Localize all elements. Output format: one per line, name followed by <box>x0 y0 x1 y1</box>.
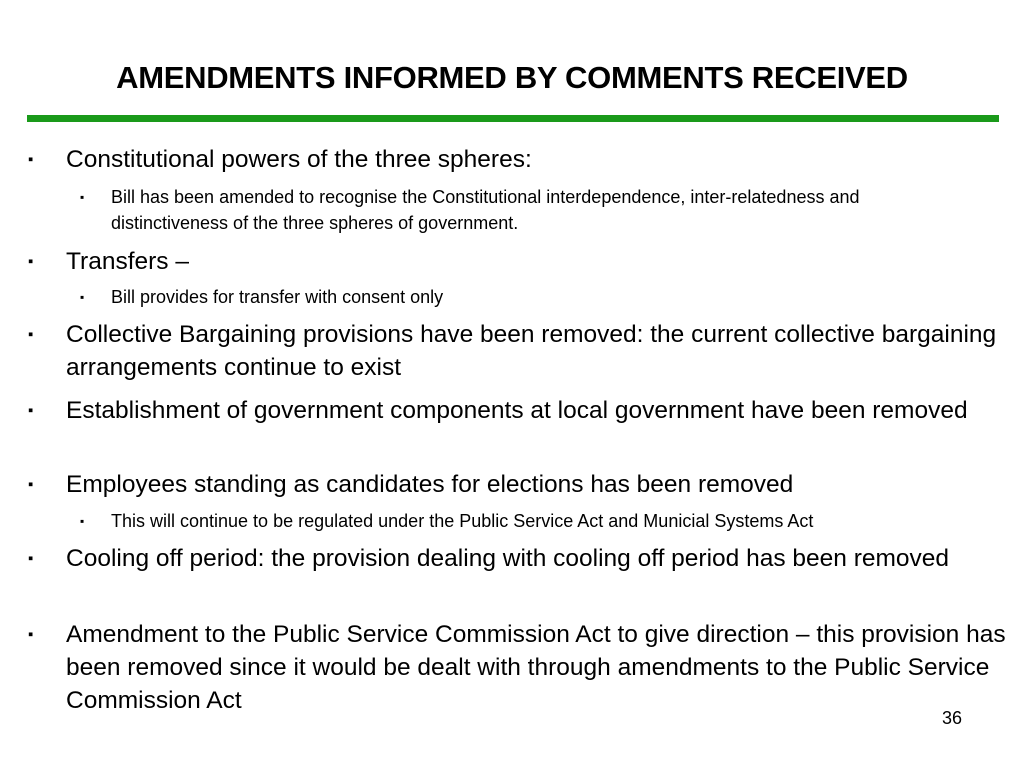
list-item-text: Collective Bargaining provisions have been removed: the current collective bargaining arrangements continue to exist <box>66 321 997 381</box>
square-bullet-icon: ▪ <box>80 290 85 304</box>
list-item <box>28 245 1016 278</box>
list-item-text: This will continue to be regulated under the Public Service Act and Municial Systems Act <box>111 511 814 531</box>
list-item-text: Transfers – <box>66 248 189 275</box>
list-item <box>28 143 1016 176</box>
list-item <box>28 394 1016 427</box>
square-bullet-icon: ▪ <box>28 151 34 168</box>
list-item <box>80 508 1011 534</box>
list-item-text: Amendment to the Public Service Commission Act to give direction – this provision has been removed since it would be dealt with through amendments to the Public Service Commission Act <box>66 621 1006 714</box>
list-item <box>80 284 1011 310</box>
square-bullet-icon: ▪ <box>80 190 85 204</box>
slide-title: AMENDMENTS INFORMED BY COMMENTS RECEIVED <box>116 60 908 95</box>
square-bullet-icon: ▪ <box>28 253 34 270</box>
list-item-text: Cooling off period: the provision dealing with cooling off period has been removed <box>66 545 950 572</box>
list-item-text: Establishment of government components at local government have been removed <box>66 397 968 424</box>
square-bullet-icon: ▪ <box>28 402 34 419</box>
list-item-text: Bill has been amended to recognise the Constitutional interdependence, inter-relatedness and distinctiveness of the three spheres of government. <box>111 187 860 233</box>
list-item <box>28 618 1016 717</box>
square-bullet-icon: ▪ <box>28 476 34 493</box>
list-item <box>28 542 1016 575</box>
list-item <box>28 318 1016 384</box>
page-number: 36 <box>942 708 963 728</box>
list-item-text: Constitutional powers of the three spheres: <box>66 146 532 173</box>
square-bullet-icon: ▪ <box>80 514 85 528</box>
list-item-text: Employees standing as candidates for elections has been removed <box>66 471 794 498</box>
list-item-text: Bill provides for transfer with consent only <box>111 287 444 307</box>
title-underline <box>27 115 999 122</box>
square-bullet-icon: ▪ <box>28 326 34 343</box>
list-item <box>28 468 1016 501</box>
list-item <box>80 184 911 236</box>
square-bullet-icon: ▪ <box>28 550 34 567</box>
square-bullet-icon: ▪ <box>28 626 34 643</box>
